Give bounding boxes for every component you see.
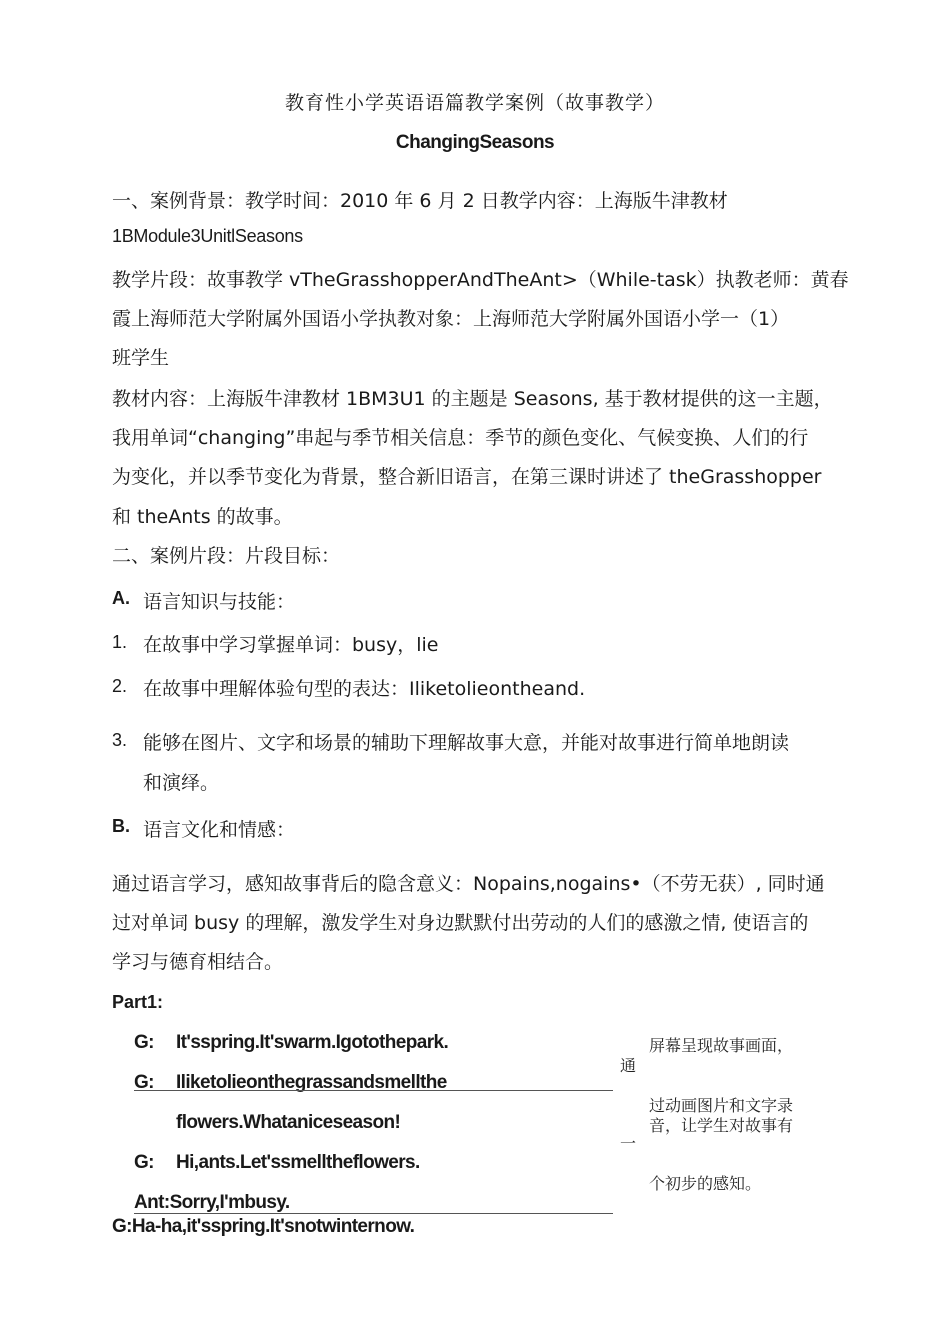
background-line-3: 教学片段：故事教学 vTheGrasshopperAndTheAnt>（While-task）执教老师：黄春 xyxy=(112,269,849,291)
background-line-6: 教材内容：上海版牛津教材 1BM3U1 的主题是 Seasons, 基于教材提供的这一主题， xyxy=(112,388,833,410)
goal-item-1-text: 在故事中学习掌握单词：busy，lie xyxy=(143,634,439,656)
dialogue-line-g3: Hi,ants.Let'ssmelltheflowers. xyxy=(176,1152,420,1173)
dialogue-speaker-g1: G: xyxy=(134,1032,154,1053)
background-line-9: 和 theAnts 的故事。 xyxy=(112,506,293,528)
background-line-5: 班学生 xyxy=(112,347,170,369)
goal-item-1-number: 1. xyxy=(112,632,128,652)
teaching-note-line-1: 屏幕呈现故事画面， xyxy=(649,1036,794,1055)
teaching-note-line-3: 音，让学生对故事有 xyxy=(649,1116,794,1135)
section-a-title: 语言知识与技能： xyxy=(143,591,296,613)
background-line-2: 1BModule3UnitlSeasons xyxy=(112,226,303,246)
part1-label: Part1: xyxy=(112,992,164,1012)
section-a-letter: A. xyxy=(112,588,130,608)
dialogue-speaker-g2: G: xyxy=(134,1072,154,1093)
emotion-paragraph-line-3: 学习与德育相结合。 xyxy=(112,951,284,973)
dialogue-line-g2: Iliketolieonthegrassandsmellthe xyxy=(176,1072,447,1093)
teaching-note-line-2: 过动画图片和文字录 xyxy=(649,1096,794,1115)
page-subtitle: ChangingSeasons xyxy=(395,132,555,153)
teaching-note-yi: 一 xyxy=(620,1134,637,1153)
dialogue-line-ant: Ant:Sorry,I'mbusy. xyxy=(134,1192,290,1213)
section-b-title: 语言文化和情感： xyxy=(143,819,296,841)
background-line-4: 霞上海师范大学附属外国语小学执教对象：上海师范大学附属外国语小学一（1） xyxy=(112,308,790,330)
table-rule-2 xyxy=(134,1213,613,1214)
page-title: 教育性小学英语语篇教学案例（故事教学） xyxy=(284,92,665,114)
dialogue-line-g2-continuation: flowers.Whataniceseason! xyxy=(176,1112,401,1133)
dialogue-speaker-g3: G: xyxy=(134,1152,154,1173)
goal-item-3-continuation: 和演绎。 xyxy=(143,772,220,794)
emotion-paragraph-line-2: 过对单词 busy 的理解，激发学生对身边默默付出劳动的人们的感激之情, 使语言的 xyxy=(112,912,809,934)
table-rule-1 xyxy=(134,1090,613,1091)
dialogue-line-g1: It'sspring.It'swarm.Igotothepark. xyxy=(176,1032,449,1053)
emotion-paragraph-line-1: 通过语言学习，感知故事背后的隐含意义：Nopains,nogains•（不劳无获）, 同时通 xyxy=(112,873,825,895)
dialogue-line-g4: G:Ha-ha,it'sspring.It'snotwinternow. xyxy=(112,1216,415,1237)
goal-item-3-number: 3. xyxy=(112,730,128,750)
goal-item-3-text: 能够在图片、文字和场景的辅助下理解故事大意，并能对故事进行简单地朗读 xyxy=(143,732,790,754)
background-line-7: 我用单词“changing”串起与季节相关信息：季节的颜色变化、气候变换、人们的行 xyxy=(112,427,809,449)
teaching-note-tong: 通 xyxy=(620,1056,637,1075)
section-b-letter: B. xyxy=(112,816,130,836)
section2-heading: 二、案例片段：片段目标： xyxy=(112,545,341,567)
teaching-note-line-4: 个初步的感知。 xyxy=(649,1174,762,1193)
background-line-8: 为变化，并以季节变化为背景，整合新旧语言，在第三课时讲述了 theGrasshopper xyxy=(112,466,822,488)
background-line-1: 一、案例背景：教学时间：2010 年 6 月 2 日教学内容：上海版牛津教材 xyxy=(112,190,728,212)
goal-item-2-number: 2. xyxy=(112,676,128,696)
goal-item-2-text: 在故事中理解体验句型的表达：Iliketolieontheand. xyxy=(143,678,586,700)
